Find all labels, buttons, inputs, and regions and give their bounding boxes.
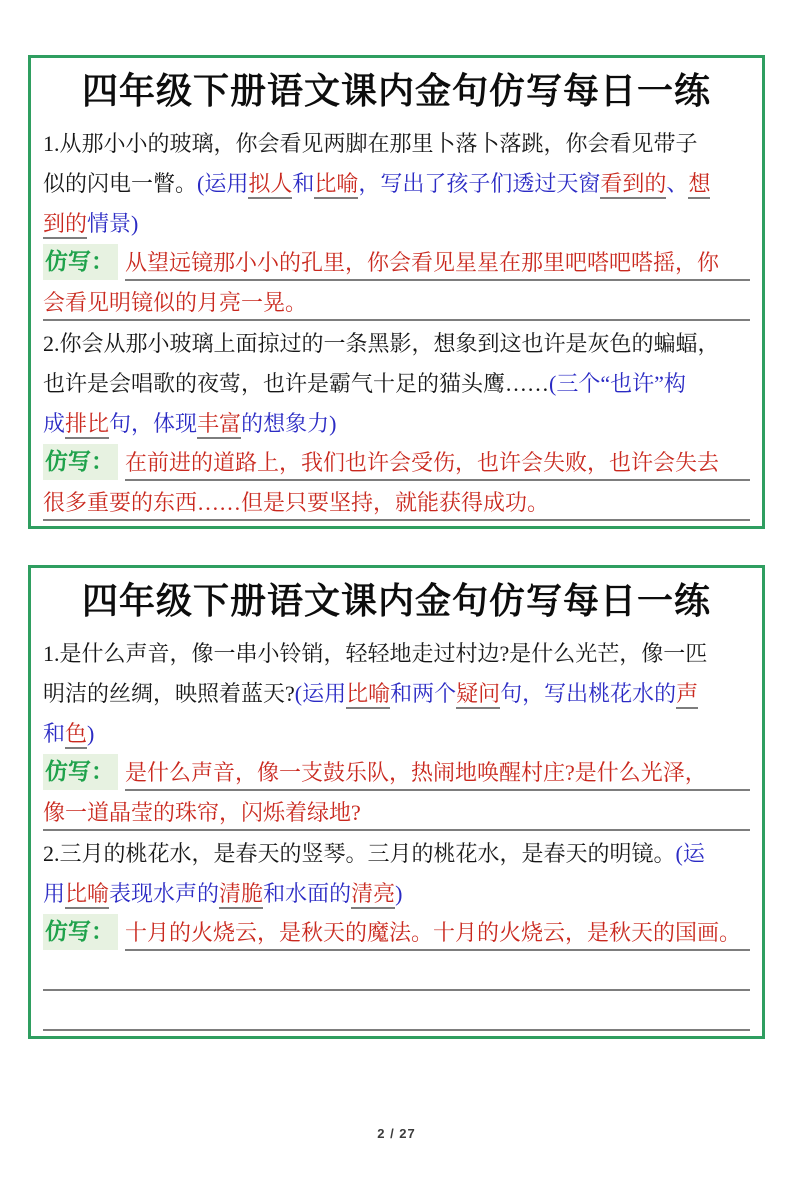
annotation-text: (三个“也许”构 — [549, 371, 686, 396]
annotation-text: 、 — [666, 171, 689, 196]
text-line — [43, 834, 750, 874]
annotation-text: 用 — [43, 881, 66, 906]
line-text — [43, 411, 336, 439]
line-text — [43, 881, 402, 909]
annotation-text: 表现水声的 — [109, 881, 220, 906]
line-text — [43, 681, 698, 709]
answer-text: 在前进的道路上，我们也许会受伤，也许会失败，也许会失去 — [125, 450, 720, 475]
page-number: 2 / 27 — [377, 1126, 416, 1141]
annotation-text: (运用 — [197, 171, 249, 196]
answer-rule — [125, 914, 750, 951]
answer-rule — [43, 284, 750, 321]
text-line — [43, 874, 750, 914]
answer-rule — [43, 994, 750, 1031]
keyword-underlined: 比喻 — [314, 171, 358, 199]
answer-line — [43, 754, 750, 794]
answer-text: 会看见明镜似的月亮一晃。 — [43, 290, 308, 315]
text-line — [43, 324, 750, 364]
keyword-underlined: 色 — [65, 721, 87, 749]
card-title: 四年级下册语文课内金句仿写每日一练 — [81, 581, 711, 621]
keyword-underlined: 看到的 — [600, 171, 666, 199]
text-line — [43, 404, 750, 444]
answer-text: 从望远镜那小小的孔里，你会看见星星在那里吧嗒吧嗒摇，你 — [125, 250, 720, 275]
practice-card-1 — [28, 55, 765, 529]
passage-text: 明洁的丝绸，映照着蓝天? — [43, 681, 295, 706]
line-text — [43, 331, 720, 356]
passage-text: 2.三月的桃花水，是春天的竖琴。三月的桃花水，是春天的明镜。 — [43, 841, 676, 866]
passage-text: 1.从那小小的玻璃，你会看见两脚在那里卜落卜落跳，你会看见带子 — [43, 131, 698, 156]
answer-line — [43, 284, 750, 324]
line-text — [43, 841, 705, 866]
answer-text: 很多重要的东西……但是只要坚持，就能获得成功。 — [43, 490, 550, 515]
answer-text: 像一道晶莹的珠帘，闪烁着绿地? — [43, 800, 361, 825]
text-line — [43, 714, 750, 754]
answer-line — [43, 954, 750, 994]
keyword-underlined: 拟人 — [248, 171, 292, 199]
card-body — [43, 634, 750, 1034]
annotation-text: 和 — [43, 721, 66, 746]
answer-rule — [125, 244, 750, 281]
keyword-underlined: 丰富 — [197, 411, 241, 439]
annotation-text: 成 — [43, 411, 66, 436]
answer-text: 是什么声音，像一支鼓乐队，热闹地唤醒村庄?是什么光泽， — [125, 760, 707, 785]
keyword-underlined: 比喻 — [65, 881, 109, 909]
answer-line — [43, 794, 750, 834]
text-line — [43, 674, 750, 714]
passage-text: 2.你会从那小玻璃上面掠过的一条黑影，想象到这也许是灰色的蝙蝠， — [43, 331, 720, 356]
fangxie-label: 仿写： — [43, 754, 118, 790]
answer-rule — [43, 954, 750, 991]
annotation-text: (运 — [675, 841, 705, 866]
answer-rule — [125, 754, 750, 791]
keyword-underlined: 清脆 — [219, 881, 263, 909]
text-line — [43, 364, 750, 404]
keyword-underlined: 声 — [676, 681, 698, 709]
passage-text: 1.是什么声音，像一串小铃销，轻轻地走过村边?是什么光芒，像一匹 — [43, 641, 708, 666]
keyword-underlined: 排比 — [65, 411, 109, 439]
annotation-text: 情景) — [87, 211, 139, 236]
answer-rule — [43, 794, 750, 831]
worksheet-page — [0, 55, 793, 1177]
annotation-text: 的想象力) — [241, 411, 337, 436]
line-text — [43, 131, 698, 156]
annotation-text: (运用 — [294, 681, 347, 706]
keyword-underlined: 想 — [688, 171, 710, 199]
practice-card-2 — [28, 565, 765, 1039]
answer-line — [43, 244, 750, 284]
card-title: 四年级下册语文课内金句仿写每日一练 — [81, 71, 711, 111]
keyword-underlined: 清亮 — [351, 881, 395, 909]
passage-text: 似的闪电一瞥。 — [43, 171, 198, 196]
answer-line — [43, 444, 750, 484]
annotation-text: 和水面的 — [263, 881, 352, 906]
fangxie-label: 仿写： — [43, 914, 118, 950]
answer-rule — [43, 484, 750, 521]
text-line — [43, 164, 750, 204]
line-text — [43, 211, 138, 239]
text-line — [43, 634, 750, 674]
annotation-text: 和两个 — [390, 681, 457, 706]
keyword-underlined: 疑问 — [456, 681, 500, 709]
answer-rule — [125, 444, 750, 481]
text-line — [43, 204, 750, 244]
line-text — [43, 721, 94, 749]
card-body — [43, 124, 750, 524]
annotation-text: 和 — [292, 171, 315, 196]
passage-text: 也许是会唱歌的夜莺，也许是霸气十足的猫头鹰…… — [43, 371, 550, 396]
answer-line — [43, 994, 750, 1034]
annotation-text: 句，体现 — [109, 411, 198, 436]
annotation-text: ，写出了孩子们透过天窗 — [358, 171, 601, 196]
annotation-text: ) — [395, 881, 403, 906]
answer-line — [43, 484, 750, 524]
annotation-text: 句，写出桃花水的 — [500, 681, 677, 706]
answer-text: 十月的火烧云，是秋天的魔法。十月的火烧云，是秋天的国画。 — [125, 920, 742, 945]
keyword-underlined: 到的 — [43, 211, 87, 239]
line-text — [43, 371, 686, 396]
answer-line — [43, 914, 750, 954]
line-text — [43, 171, 710, 199]
fangxie-label: 仿写： — [43, 244, 118, 280]
keyword-underlined: 比喻 — [346, 681, 390, 709]
annotation-text: ) — [87, 721, 95, 746]
fangxie-label: 仿写： — [43, 444, 118, 480]
line-text — [43, 641, 707, 666]
text-line — [43, 124, 750, 164]
